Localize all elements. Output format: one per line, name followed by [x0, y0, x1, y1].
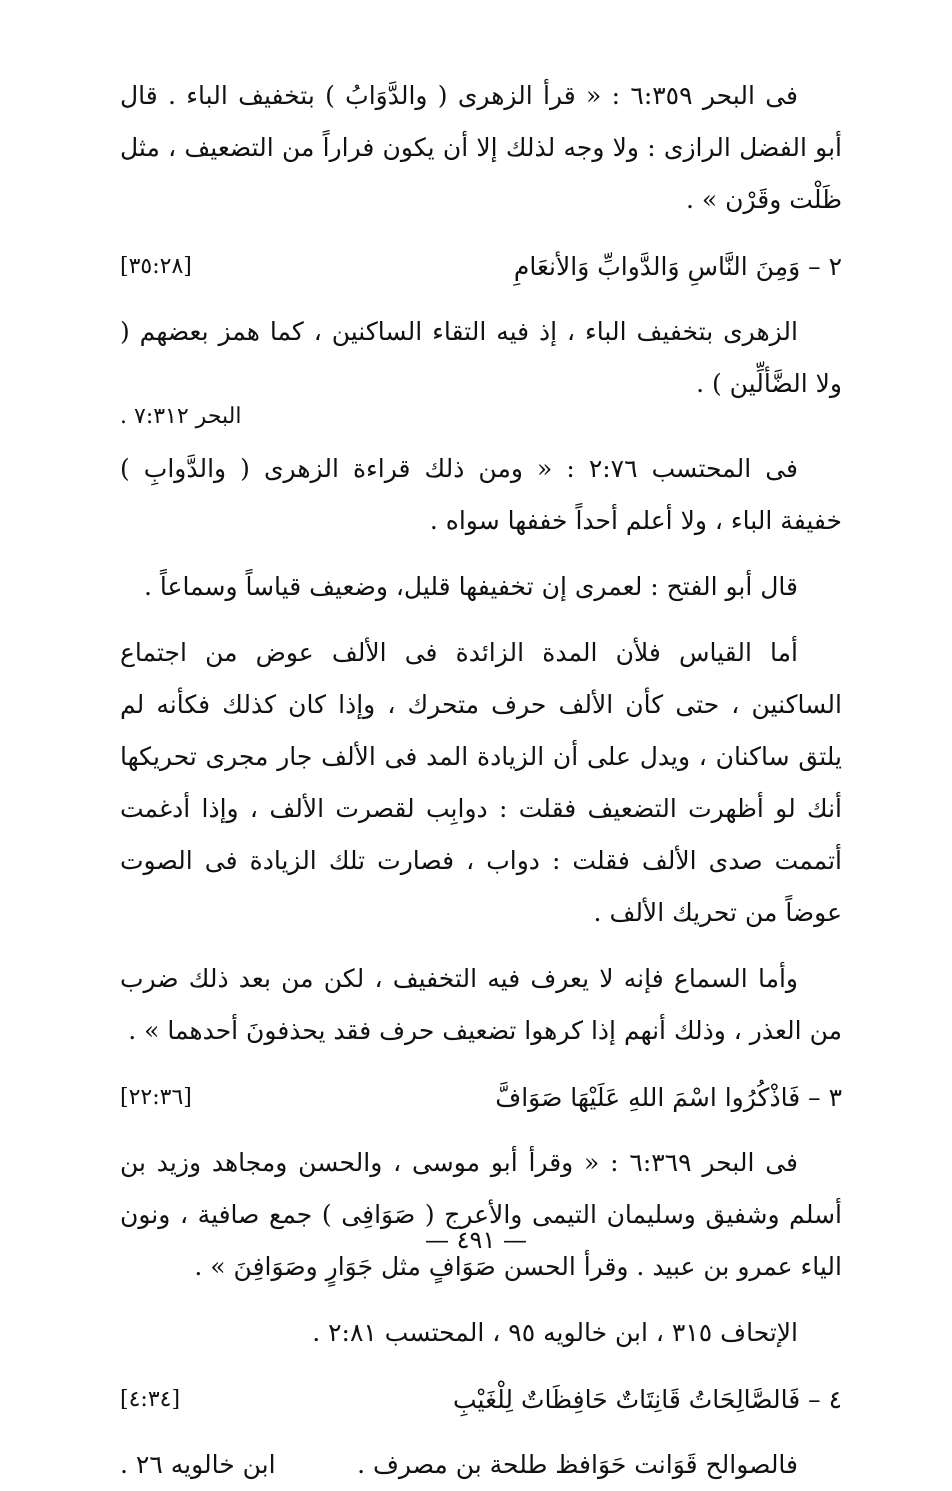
verse-3-text: ٣ – فَاذْكُرُوا اسْمَ اللهِ عَلَيْهَا صَوَافَّ — [495, 1082, 842, 1112]
verse-4-ref: [٤:٣٤] — [120, 1386, 181, 1412]
verse-2 — [120, 240, 842, 292]
final-line — [120, 1439, 842, 1491]
paragraph-samaa: وأما السماع فإنه لا يعرف فيه التخفيف ، لكن من بعد ذلك ضرب من العذر ، وذلك أنهم إذا كرهوا تضعيف حرف فقد يحذفونَ أحدهما » . — [120, 964, 842, 1045]
verse-2-text: ٢ – وَمِنَ النَّاسِ وَالدَّوابِّ وَالأنعَامِ — [513, 251, 842, 281]
source-bahr-312: البحر ٧:٣١٢ . — [120, 404, 242, 429]
text-column — [120, 70, 842, 1491]
verse-4-text: ٤ – فَالصَّالِحَاتُ قَانِتَاتٌ حَافِظَاتٌ لِلْغَيْبِ — [452, 1384, 842, 1414]
paragraph-abu-alfath: قال أبو الفتح : لعمرى إن تخفيفها قليل، وضعيف قياساً وسماعاً . — [144, 572, 798, 601]
verse-3 — [120, 1071, 842, 1123]
final-reading: فالصوالح قَوَانت حَوَافظ طلحة بن مصرف . — [357, 1450, 798, 1479]
verse-3-ref: [٢٢:٣٦] — [120, 1084, 192, 1110]
paragraph-qiyas: أما القياس فلأن المدة الزائدة فى الألف عوض من اجتماع الساكنين ، حتى كأن الألف حرف متحرك ، وإذا كان كذلك فكأنه لم يلتق ساكنان ، ويدل على أن الزيادة المد فى الألف جار مجرى تحريكها أنك لو أظهرت التضعيف فقلت : دوابِب لقصرت الألف ، وإذا أدغمت أتممت صدى الألف فقلت : دواب ، فصارت تلك الزيادة فى الصوت عوضاً من تحريك الألف . — [120, 638, 842, 927]
paragraph-muhtasab: فى المحتسب ٢:٧٦ : « ومن ذلك قراءة الزهرى ( والدَّوابِ ) خفيفة الباء ، ولا أعلم أحداً خففها سواه . — [120, 454, 842, 535]
verse-4 — [120, 1373, 842, 1425]
paragraph-zuhri: الزهرى بتخفيف الباء ، إذ فيه التقاء الساكنين ، كما همز بعضهم ( ولا الضَّألِّين ) . — [120, 317, 842, 398]
paragraph-references: الإتحاف ٣١٥ ، ابن خالويه ٩٥ ، المحتسب ٢:٨١ . — [312, 1318, 798, 1347]
final-source: ابن خالويه ٢٦ . — [120, 1450, 276, 1479]
paragraph-bahr-369: فى البحر ٦:٣٦٩ : « وقرأ أبو موسى ، والحسن ومجاهد وزيد بن أسلم وشفيق وسليمان التيمى والأعرج ( صَوَافِى ) جمع صافية ، ونون الياء عمرو بن عبيد . وقرأ الحسن صَوَافٍ مثل جَوَارٍ وصَوَافِنَ » . — [120, 1148, 842, 1281]
verse-2-ref: [٣٥:٢٨] — [120, 253, 192, 279]
page-number: — ٤٩١ — — [425, 1226, 527, 1254]
paragraph-bahr-1: فى البحر ٦:٣٥٩ : « قرأ الزهرى ( والدَّوَابُ ) بتخفيف الباء . قال أبو الفضل الرازى : ولا وجه لذلك إلا أن يكون فراراً من التضعيف ، مثل ظَلْت وقَرْن » . — [120, 81, 842, 214]
